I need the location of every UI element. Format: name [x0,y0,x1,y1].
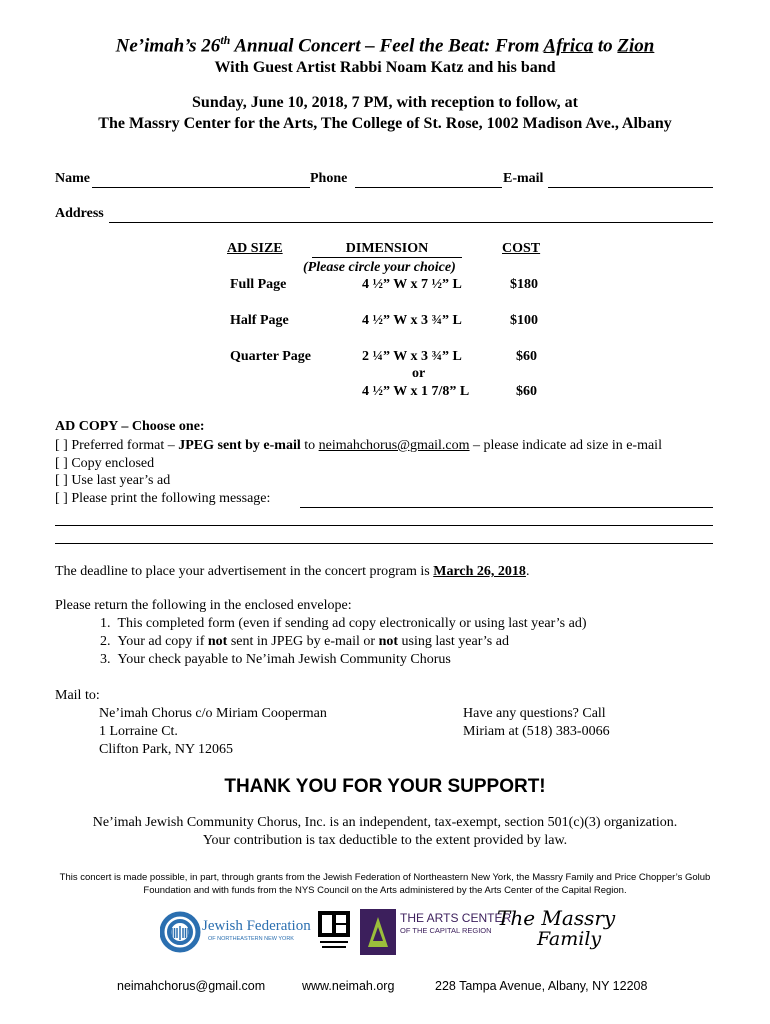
phone-field[interactable] [355,187,502,188]
email-field[interactable] [548,187,713,188]
opt1-to: to [300,438,319,453]
deadline-lead: The deadline to place your advertisement in the concert program is [55,564,434,579]
mail-line-1: Ne’imah Chorus c/o Miriam Cooperman [99,706,327,721]
guest-artist: With Guest Artist Rabbi Noam Katz and his band [214,59,556,76]
sponsor-note: This concert is made possible, in part, through grants from the Jewish Federation of Northeastern New York, the Massry Family and Price Chopper’s Golub Foundation and with funds from the NYS Council on the Arts administered by the Arts Center of the Capital Region. [59,872,711,896]
message-line-3[interactable] [55,543,713,544]
footer-email[interactable]: neimahchorus@gmail.com [117,979,266,993]
jewish-federation-logo [160,908,311,956]
item2-mid: sent in JPEG by e-mail or [227,634,379,649]
ad-copy-option-print[interactable]: [ ] Please print the following message: [55,491,271,506]
row-size-2: Quarter Page [230,349,311,364]
mail-line-3: Clifton Park, NY 12065 [99,742,234,757]
deadline-date: March 26, 2018 [433,564,526,579]
col-ad-size: AD SIZE [227,241,283,256]
return-item-3-text: Your check payable to Ne’imah Jewish Community Chorus [117,652,451,667]
golub-mark-icon [318,911,350,953]
jf-sub: OF NORTHEASTERN NEW YORK [208,936,294,942]
item2-not2: not [378,634,399,649]
ad-copy-heading: AD COPY – Choose one: [55,419,205,434]
questions-line-2: Miriam at (518) 383-0066 [463,724,610,739]
return-intro: Please return the following in the enclosed envelope: [55,598,352,613]
arts-line-2: OF THE CAPITAL REGION [400,926,492,935]
title-mid: Annual Concert – Feel the Beat: From [230,35,544,57]
massry-family-logo [497,906,616,956]
org-statement: Ne’imah Jewish Community Chorus, Inc. is an independent, tax-exempt, section 501(c)(3) organization. [92,815,678,830]
item2-post: using last year’s ad [398,634,509,649]
ad-copy-option-jpeg[interactable] [55,438,662,454]
footer-website[interactable]: www.neimah.org [302,979,395,993]
venue-line: The Massry Center for the Arts, The College of St. Rose, 1002 Madison Ave., Albany [98,115,672,132]
circle-choice-note: (Please circle your choice) [303,260,456,275]
arts-a-icon [360,909,396,955]
title-africa: Africa [543,35,594,57]
email-label: E-mail [503,171,544,186]
opt1-post: – please indicate ad size in e-mail [469,438,662,453]
col-dimension: DIMENSION [312,241,462,258]
date-line: Sunday, June 10, 2018, 7 PM, with reception to follow, at [192,94,578,111]
deadline-end: . [525,564,530,579]
row-cost-2: $60 [516,349,537,364]
row-cost-4: $60 [516,384,537,399]
row-dim-2[interactable]: 2 ¼” W x 3 ¾” L [362,349,462,364]
checkbox-jpeg[interactable]: [ ] [55,438,68,453]
col-cost: COST [502,241,541,256]
address-field[interactable] [109,222,713,223]
title-sup: th [220,33,231,47]
jf-name: Jewish Federation [202,918,311,934]
item2-not1: not [207,634,228,649]
mail-line-2: 1 Lorraine Ct. [99,724,178,739]
thank-you-heading: THANK YOU FOR YOUR SUPPORT! [224,776,546,797]
return-item-3: 3. Your check payable to Ne’imah Jewish Community Chorus [100,652,451,667]
tax-statement: Your contribution is tax deductible to the extent provided by law. [202,833,568,848]
row-size-1: Half Page [230,313,289,328]
address-label: Address [55,206,104,221]
arts-center-logo [360,909,512,955]
title-to: to [593,35,618,57]
return-item-2: 2. Your ad copy if not sent in JPEG by e-mail or not using last year’s ad [100,634,509,649]
row-cost-0: $180 [510,277,538,292]
return-item-1: 1. This completed form (even if sending ad copy electronically or using last year’s ad) [100,616,587,631]
row-dim-1[interactable]: 4 ½” W x 3 ¾” L [362,313,462,328]
opt1-pre: Preferred format – [71,438,179,453]
mail-label: Mail to: [55,688,100,703]
title-zion: Zion [617,35,655,57]
questions-line-1: Have any questions? Call [463,706,606,721]
massry-line-2: Family [537,928,602,950]
ad-copy-option-enclosed[interactable]: [ ] Copy enclosed [55,456,155,471]
row-dim-or: or [412,366,426,381]
name-label: Name [55,171,90,186]
row-dim-0[interactable]: 4 ½” W x 7 ½” L [362,277,462,292]
arts-line-1: THE ARTS CENTER [400,911,512,925]
title-pre: Ne’imah’s 26 [115,35,221,57]
row-cost-1: $100 [510,313,538,328]
opt1-bold: JPEG sent by e-mail [178,438,301,453]
phone-label: Phone [310,171,348,186]
message-line-1[interactable] [300,507,713,508]
name-field[interactable] [92,187,310,188]
email-link[interactable]: neimahchorus@gmail.com [318,438,470,453]
return-item-1-text: This completed form (even if sending ad copy electronically or using last year’s ad) [117,616,587,631]
row-dim-4[interactable]: 4 ½” W x 1 7/8” L [362,384,470,399]
message-line-2[interactable] [55,525,713,526]
ad-copy-option-last-year[interactable]: [ ] Use last year’s ad [55,473,171,488]
footer-address: 228 Tampa Avenue, Albany, NY 12208 [435,979,648,993]
row-size-0: Full Page [230,277,287,292]
concert-title [0,33,770,57]
golub-foundation-logo [318,911,350,953]
item2-pre: Your ad copy if [117,634,208,649]
deadline-text [55,564,529,580]
massry-line-1: The Massry [497,906,616,930]
